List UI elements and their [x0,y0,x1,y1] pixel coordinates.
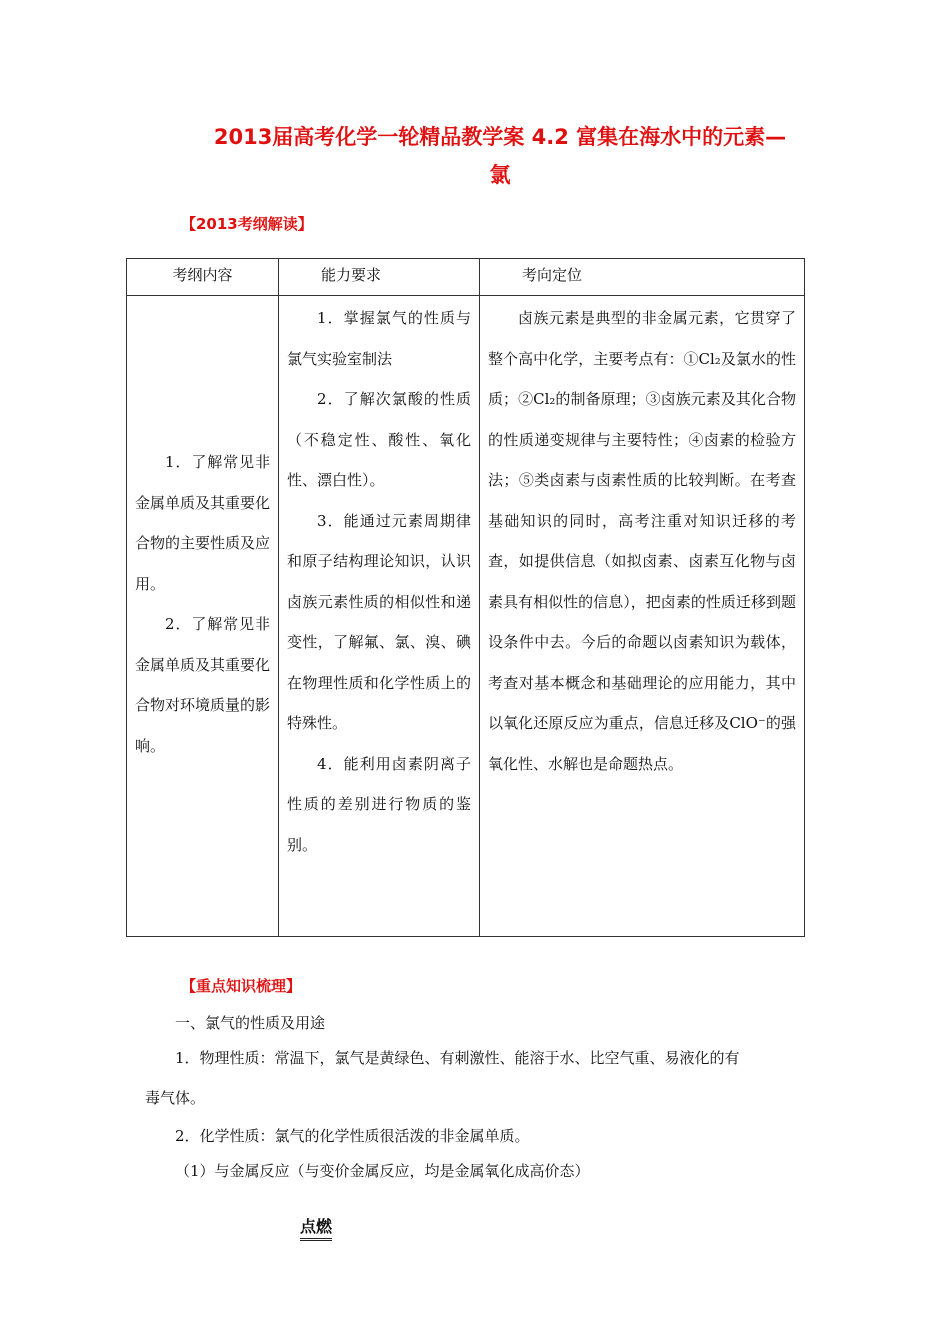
heading-chlorine-properties: 一、氯气的性质及用途 [175,1014,326,1032]
direction-text: 卤族元素是典型的非金属元素，它贯穿了整个高中化学，主要考点有：①Cl₂及氯水的性质；②Cl₂的制备原理；③卤族元素及其化合物的性质递变规律与主要特性；④卤素的检验方法；⑤类卤素与卤素性质的比较判断。在考查基础知识的同时，高考注重对知识迁移的考查，如提供信息（如拟卤素、卤素互化物与卤素具有相似性的信息），把卤素的性质迁移到题设条件中去。今后的命题以卤素知识为载体，考查对基本概念和基础理论的应用能力，其中以氧化还原反应为重点，信息迁移及ClO⁻的强氧化性、水解也是命题热点。 [488,309,796,773]
ability-item-1: 1．掌握氯气的性质与氯气实验室制法 [287,309,471,368]
physical-properties-line-2: 毒气体。 [145,1089,206,1107]
outline-item-1: 1．了解常见非金属单质及其重要化合物的主要性质及应用。 [135,453,271,593]
header-direction: 考向定位 [480,259,805,296]
header-outline-content: 考纲内容 [127,259,279,296]
reaction-condition-ignite: 点燃 [300,1214,332,1241]
table-body-row [127,296,805,937]
ability-cell [279,296,480,937]
outline-content-cell [127,296,279,937]
outline-item-2: 2．了解常见非金属单质及其重要化合物对环境质量的影响。 [135,615,271,755]
table-header-row [127,259,805,296]
metal-reaction-line: （1）与金属反应（与变价金属反应，均是金属氧化成高价态） [175,1162,590,1180]
exam-outline-table [126,258,805,937]
document-title [150,118,850,194]
section-exam-outline: 【2013考纲解读】 [181,215,313,233]
header-ability: 能力要求 [279,259,480,296]
ability-item-2: 2．了解次氯酸的性质（不稳定性、酸性、氧化性、漂白性）。 [287,390,471,489]
chemical-properties-line: 2．化学性质：氯气的化学性质很活泼的非金属单质。 [175,1127,530,1145]
title-line-1: 2013届高考化学一轮精品教学案 4.2 富集在海水中的元素— [213,125,787,149]
physical-properties-line-1: 1．物理性质：常温下，氯气是黄绿色、有刺激性、能溶于水、比空气重、易液化的有 [175,1049,740,1067]
direction-cell [480,296,805,937]
ability-item-3: 3．能通过元素周期律和原子结构理论知识，认识卤族元素性质的相似性和递变性，了解氟、氯、溴、碘在物理性质和化学性质上的特殊性。 [287,511,471,732]
ability-item-4: 4．能利用卤素阴离子性质的差别进行物质的鉴别。 [287,754,471,854]
title-line-2: 氯 [489,163,511,187]
section-key-knowledge: 【重点知识梳理】 [181,977,302,995]
